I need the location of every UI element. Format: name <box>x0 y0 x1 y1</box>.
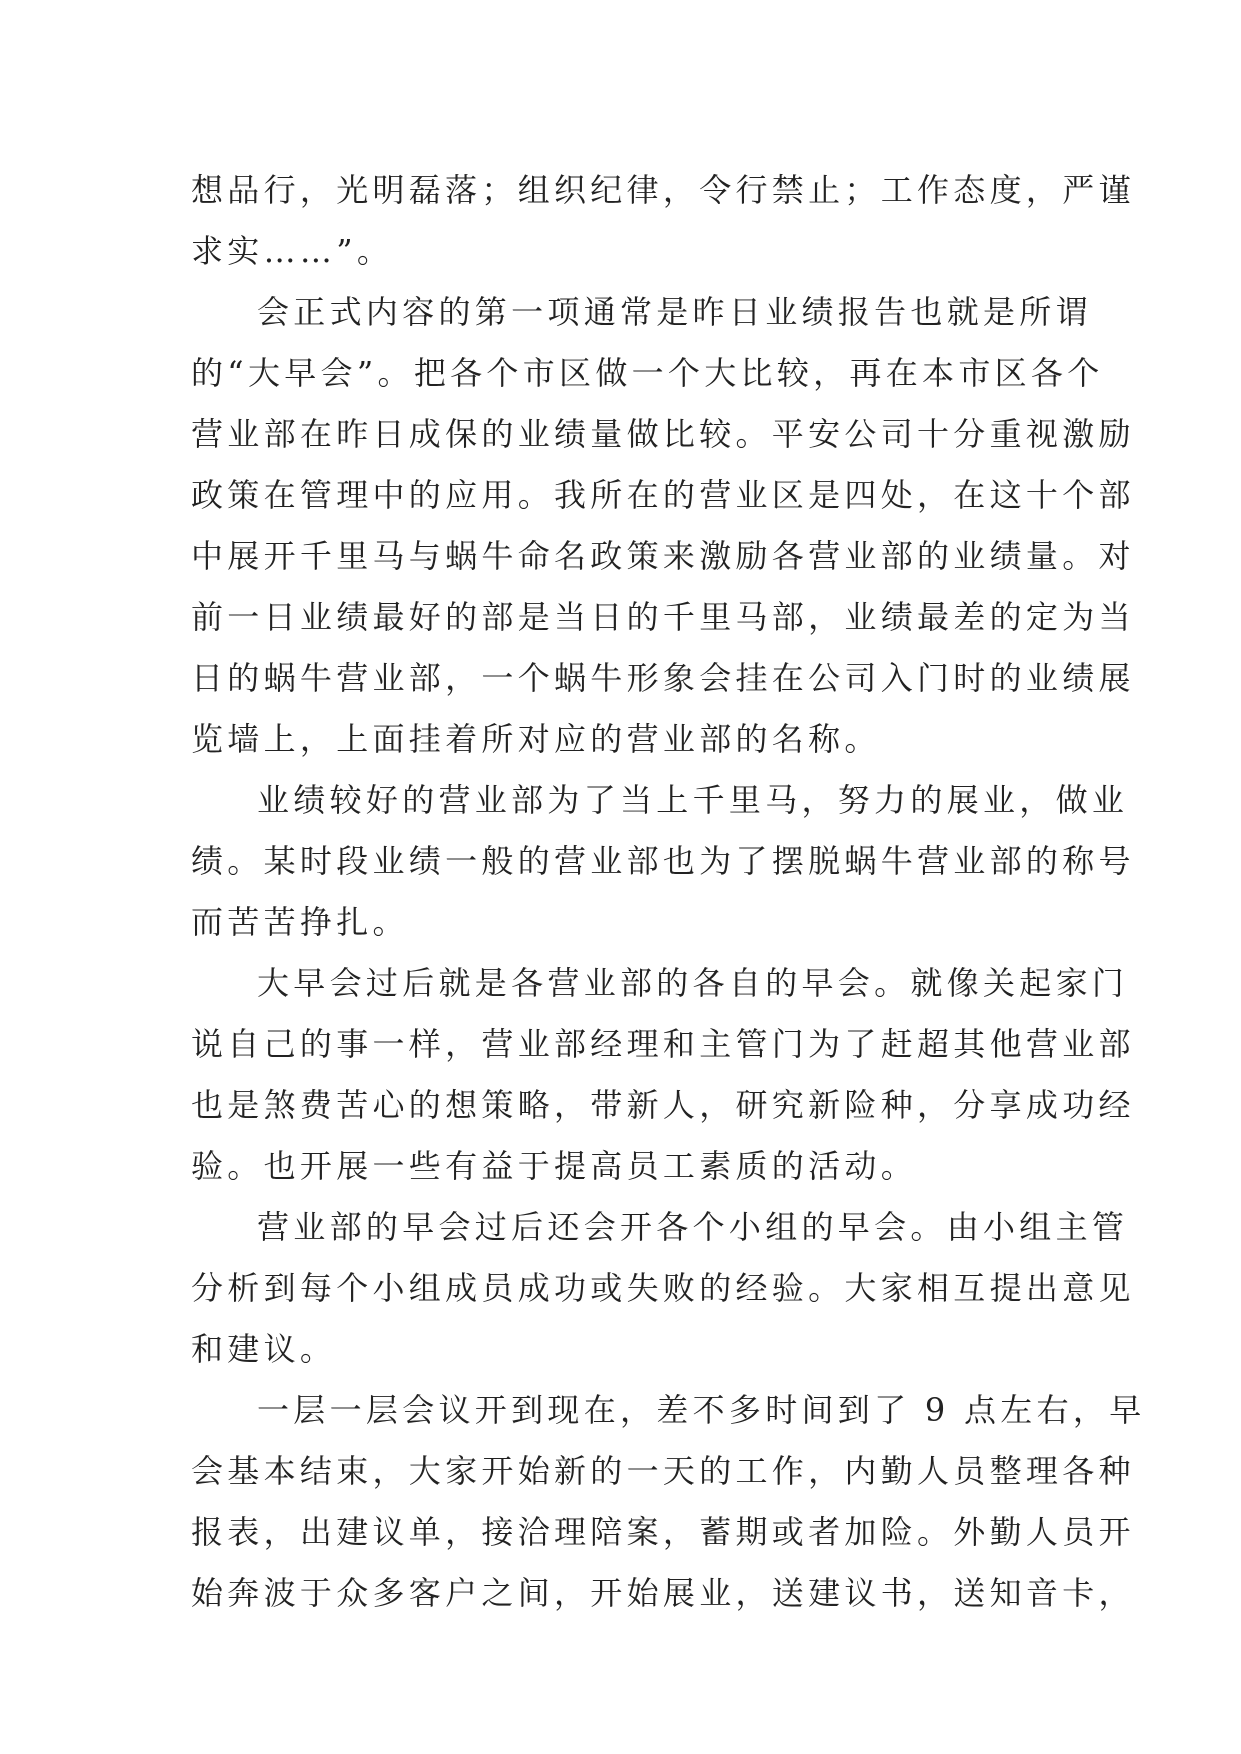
text-line: 想品行，光明磊落；组织纪律，令行禁止；工作态度，严谨 <box>191 171 1135 209</box>
paragraph-3 <box>191 770 1135 953</box>
text-line: 会基本结束，大家开始新的一天的工作，内勤人员整理各种 <box>191 1452 1135 1490</box>
text-line: 业绩较好的营业部为了当上千里马，努力的展业，做业 <box>257 781 1129 819</box>
text-line: 始奔波于众多客户之间，开始展业，送建议书，送知音卡， <box>191 1574 1135 1612</box>
paragraph-5 <box>191 1197 1135 1380</box>
text-line: 中展开千里马与蜗牛命名政策来激励各营业部的业绩量。对 <box>191 537 1135 575</box>
text-line: 日的蜗牛营业部，一个蜗牛形象会挂在公司入门时的业绩展 <box>191 659 1135 697</box>
text-line: 营业部的早会过后还会开各个小组的早会。由小组主管 <box>257 1208 1129 1246</box>
text-line: 的“大早会”。把各个市区做一个大比较，再在本市区各个 <box>191 354 1104 392</box>
text-line: 和建议。 <box>191 1330 337 1368</box>
text-line: 分析到每个小组成员成功或失败的经验。大家相互提出意见 <box>191 1269 1135 1307</box>
text-line: 而苦苦挣扎。 <box>191 903 409 941</box>
text-line: 报表，出建议单，接洽理陪案，蓄期或者加险。外勤人员开 <box>191 1513 1135 1551</box>
document-body <box>191 160 1146 1624</box>
text-line: 验。也开展一些有益于提高员工素质的活动。 <box>191 1147 918 1185</box>
text-line: 前一日业绩最好的部是当日的千里马部，业绩最差的定为当 <box>191 598 1135 636</box>
text-line: 营业部在昨日成保的业绩量做比较。平安公司十分重视激励 <box>191 415 1135 453</box>
text-line: 也是煞费苦心的想策略，带新人，研究新险种，分享成功经 <box>191 1086 1135 1124</box>
paragraph-6 <box>191 1380 1146 1624</box>
text-line: 求实……”。 <box>191 232 394 270</box>
text-line: 绩。某时段业绩一般的营业部也为了摆脱蜗牛营业部的称号 <box>191 842 1135 880</box>
text-line: 政策在管理中的应用。我所在的营业区是四处，在这十个部 <box>191 476 1135 514</box>
text-line: 会正式内容的第一项通常是昨日业绩报告也就是所谓 <box>257 293 1092 331</box>
text-line: 一层一层会议开到现在，差不多时间到了 9 点左右，早 <box>257 1391 1146 1429</box>
paragraph-4 <box>191 953 1135 1197</box>
text-line: 大早会过后就是各营业部的各自的早会。就像关起家门 <box>257 964 1129 1002</box>
paragraph-2 <box>191 282 1135 770</box>
text-line: 说自己的事一样，营业部经理和主管门为了赶超其他营业部 <box>191 1025 1135 1063</box>
paragraph-1 <box>191 160 1135 282</box>
text-line: 览墙上，上面挂着所对应的营业部的名称。 <box>191 720 881 758</box>
